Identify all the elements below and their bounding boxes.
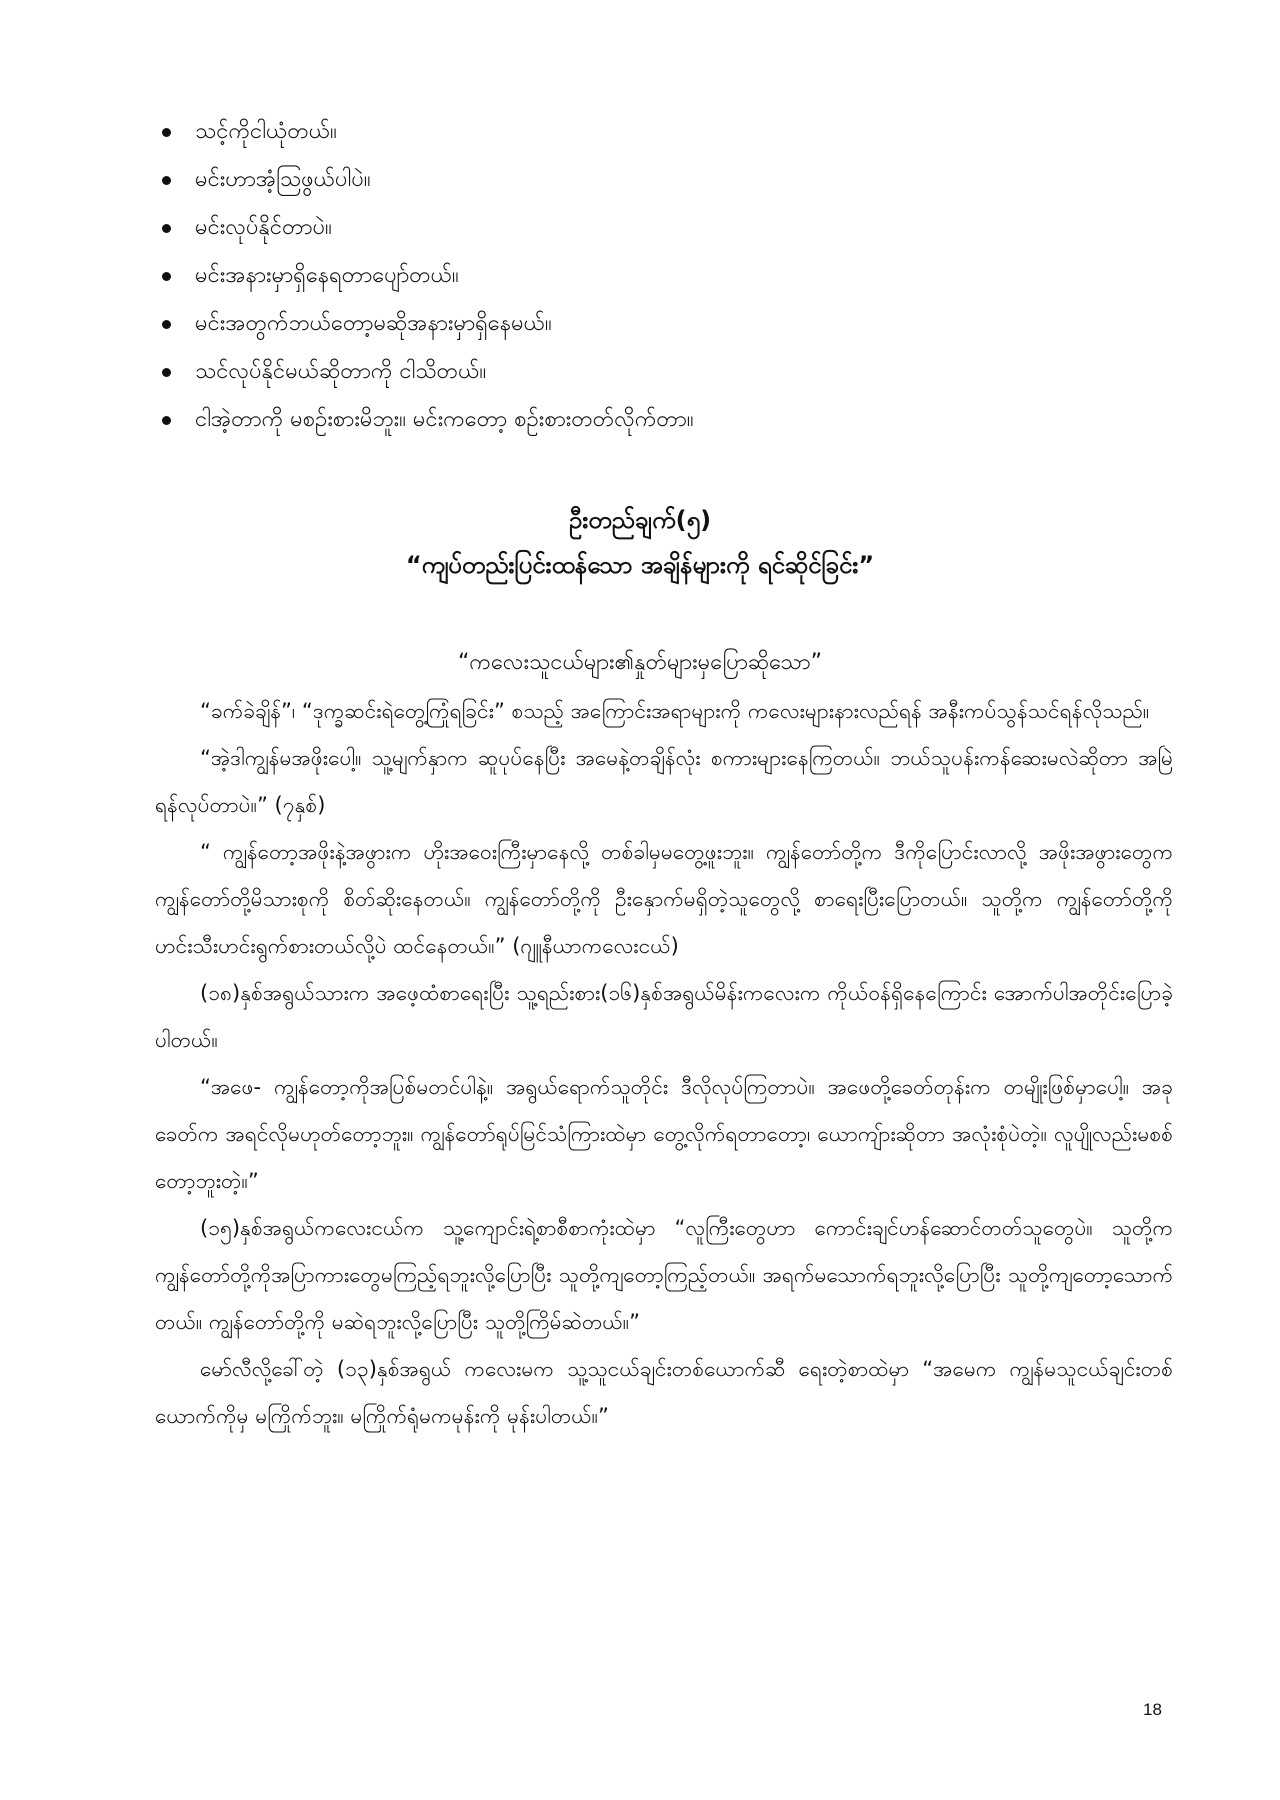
bullet-dot-icon: [162, 224, 171, 233]
bullet-text: မင်းလုပ်နိုင်တာပဲ။: [195, 215, 332, 240]
page-number: 18: [1143, 1700, 1162, 1719]
bullet-text: မင်းအနားမှာရှိနေရတာပျော်တယ်။: [195, 263, 459, 288]
bullet-item: [155, 348, 1155, 396]
bullet-dot-icon: [162, 176, 171, 185]
bullet-item: [155, 252, 1155, 300]
bullet-dot-icon: [162, 272, 171, 281]
bullet-text: မင်းအတွက်ဘယ်တော့မဆိုအနားမှာရှိနေမယ်။: [195, 311, 552, 336]
affirmation-bullet-list: [155, 108, 1155, 444]
bullet-dot-icon: [162, 128, 171, 137]
bullet-item: [155, 300, 1155, 348]
bullet-item: [155, 108, 1155, 156]
body-paragraph: “အဖေ- ကျွန်တော့ကိုအပြစ်မတင်ပါနဲ့။ အရွယ်ရောက်သူတိုင်း ဒီလိုလုပ်ကြတာပဲ။ အဖေတို့ခေတ်တုန်းက တမျိုးဖြစ်မှာပေါ့။ အခုခေတ်က အရင်လိုမဟုတ်တော့ဘူး။ ကျွန်တော်ရုပ်မြင်သံကြားထဲမှာ တွေ့လိုက်ရတာတော့၊ ယောကျ်ားဆိုတာ အလုံးစုံပဲတဲ့။ လူပျိုလည်းမစစ်တော့ဘူးတဲ့။”: [155, 1075, 1173, 1193]
section-heading-title: “ကျပ်တည်းပြင်းထန်သော အချိန်များကို ရင်ဆိုင်ခြင်း”: [405, 551, 875, 579]
bullet-text: သင့်ကိုငါယုံတယ်။: [195, 119, 337, 144]
bullet-item: [155, 396, 1155, 444]
bullet-item: [155, 156, 1155, 204]
bullet-dot-icon: [162, 320, 171, 329]
bullet-item: [155, 204, 1155, 252]
body-paragraph: (၁၅)နှစ်အရွယ်ကလေးငယ်က သူ့ကျောင်းရဲ့စာစီစာကုံးထဲမှာ “လူကြီးတွေဟာ ကောင်းချင်ဟန်ဆောင်တတ်သူတွေပဲ။ သူတို့က ကျွန်တော်တို့ကိုအပြာကားတွေမကြည့်ရဘူးလို့ပြောပြီး သူတို့ကျတော့ကြည့်တယ်။ အရက်မသောက်ရဘူးလို့ပြောပြီး သူတို့ကျတော့သောက်တယ်။ ကျွန်တော်တို့ကို မဆဲရဘူးလို့ပြောပြီး သူတို့ကြိမ်ဆဲတယ်။”: [155, 1216, 1173, 1334]
section-heading-number: ဦးတည်ချက်(၅): [568, 506, 712, 534]
bullet-dot-icon: [162, 368, 171, 377]
bullet-dot-icon: [162, 416, 171, 425]
section-subtitle: “ကလေးသူငယ်များ၏နှုတ်များမှပြောဆိုသော”: [458, 650, 822, 675]
body-paragraph: “ခက်ခဲချိန်”၊ “ဒုက္ခဆင်းရဲတွေ့ကြုံရခြင်း” စသည့် အကြောင်းအရာများကို ကလေးများနားလည်ရန် အနီးကပ်သွန်သင်ရန်လိုသည်။: [200, 699, 1150, 723]
body-paragraph: “ ကျွန်တော့အဖိုးနဲ့အဖွားက ဟိုးအဝေးကြီးမှာနေလို့ တစ်ခါမှမတွေ့ဖူးဘူး။ ကျွန်တော်တို့က ဒီကိုပြောင်းလာလို့ အဖိုးအဖွားတွေက ကျွန်တော်တို့မိသားစုကို စိတ်ဆိုးနေတယ်။ ကျွန်တော်တို့ကို ဦးနှောက်မရှိတဲ့သူတွေလို့ စာရေးပြီးပြောတယ်။ သူတို့က ကျွန်တော်တို့ကို ဟင်းသီးဟင်းရွက်စားတယ်လို့ပဲ ထင်နေတယ်။” (ဂျူနီယာကလေးငယ်): [155, 840, 1173, 958]
bullet-text: သင်လုပ်နိုင်မယ်ဆိုတာကို ငါသိတယ်။: [195, 359, 487, 384]
body-paragraph: “အဲ့ဒါကျွန်မအဖိုးပေါ့။ သူ့မျက်နှာက ဆူပုပ်နေပြီး အမေနဲ့တချိန်လုံး စကားများနေကြတယ်။ ဘယ်သူပန်းကန်ဆေးမလဲဆိုတာ အမြဲရန်လုပ်တာပဲ။” (၇နှစ်): [155, 746, 1173, 817]
bullet-text: ငါအဲ့တာကို မစဉ်းစားမိဘူး။ မင်းကတော့ စဉ်းစားတတ်လိုက်တာ။: [195, 407, 694, 432]
body-paragraph: မော်လီလို့ခေါ်တဲ့ (၁၃)နှစ်အရွယ် ကလေးမက သူ့သူငယ်ချင်းတစ်ယောက်ဆီ ရေးတဲ့စာထဲမှာ “အမေက ကျွန်မသူငယ်ချင်းတစ်ယောက်ကိုမှ မကြိုက်ဘူး။ မကြိုက်ရုံမကမုန်းကို မုန်းပါတယ်။”: [155, 1357, 1173, 1428]
body-text: [155, 688, 1173, 1440]
bullet-text: မင်းဟာအံ့ဩဖွယ်ပါပဲ။: [195, 167, 371, 192]
body-paragraph: (၁၈)နှစ်အရွယ်သားက အဖေ့ထံစာရေးပြီး သူ့ရည်းစား(၁၆)နှစ်အရွယ်မိန်းကလေးက ကိုယ်ဝန်ရှိနေကြောင်း အောက်ပါအတိုင်းပြောခဲ့ပါတယ်။: [155, 981, 1173, 1052]
